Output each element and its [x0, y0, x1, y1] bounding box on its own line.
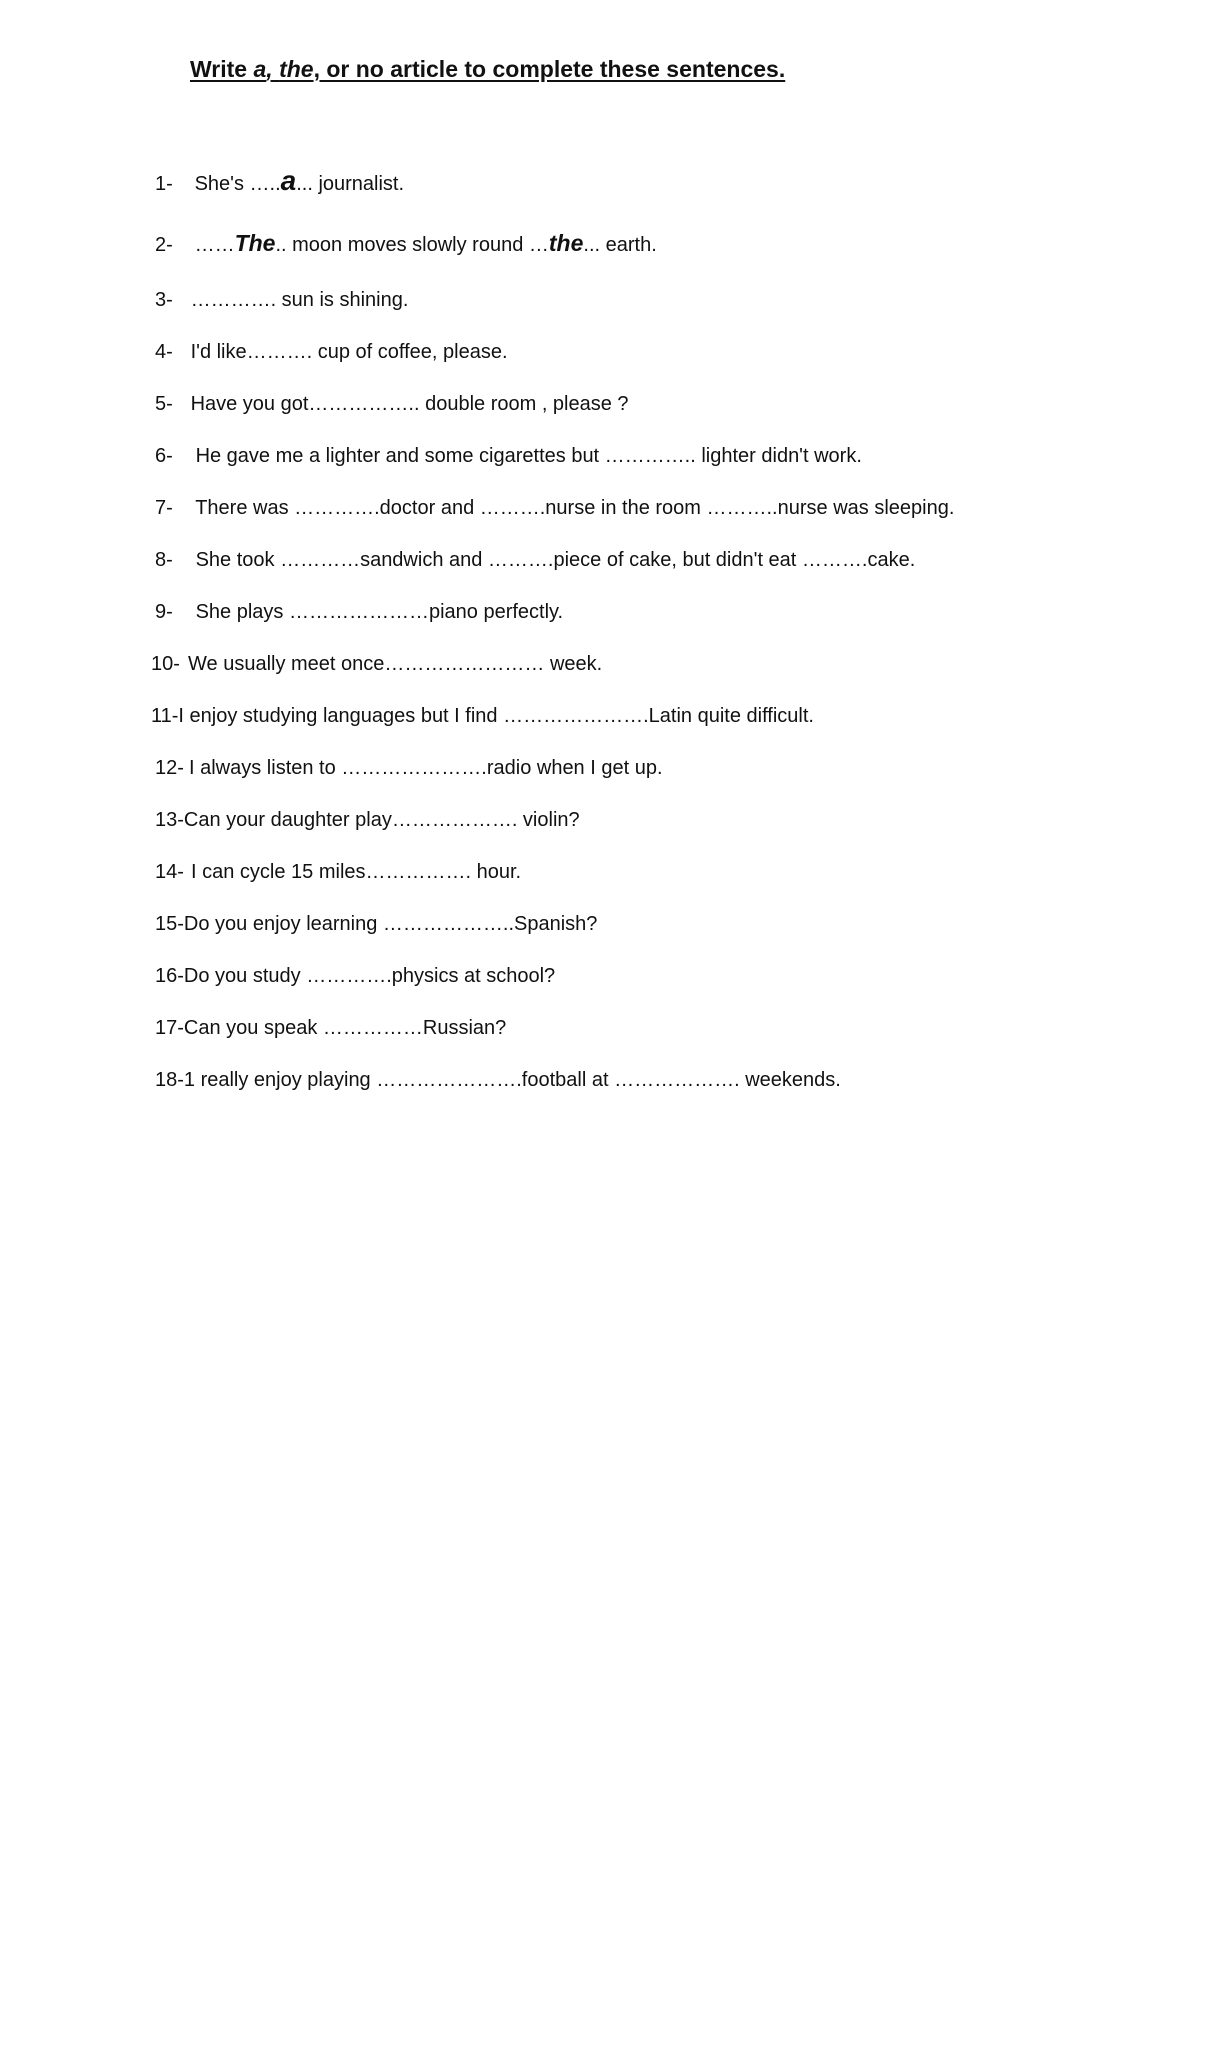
item-text: Can you speak ……………Russian? — [183, 1017, 507, 1039]
filled-answer: a — [280, 165, 297, 196]
item-text: Do you enjoy learning ………………..Spanish? — [183, 913, 598, 935]
instruction-comma: , — [266, 56, 280, 82]
item-text-after: ... journalist. — [296, 173, 405, 195]
item-number: 4- — [155, 341, 173, 363]
item-number: 17- — [155, 1017, 184, 1039]
item-text: …………. sun is shining. — [190, 289, 409, 311]
exercise-item-10 — [151, 651, 602, 677]
instruction-text-1: Write — [190, 56, 254, 82]
instruction-text-2: , or no article to complete these sentences. — [313, 56, 786, 82]
item-number: 2- — [155, 234, 173, 256]
item-text-before: She's ….. — [194, 173, 281, 195]
item-number: 8- — [155, 549, 173, 571]
item-text: She took …………sandwich and ……….piece of cake, but didn't eat ……….cake. — [195, 549, 916, 571]
item-text-before: …… — [194, 234, 235, 256]
item-text: I enjoy studying languages but I find ………………….Latin quite difficult. — [178, 705, 814, 727]
exercise-item-16 — [155, 963, 555, 989]
item-number: 5- — [155, 393, 173, 415]
item-text: She plays …………………piano perfectly. — [195, 601, 564, 623]
exercise-item-14 — [155, 859, 521, 885]
item-text: I can cycle 15 miles……………. hour. — [191, 861, 522, 883]
item-text: Have you got…………….. double room , please ? — [190, 393, 629, 415]
exercise-item-12 — [155, 755, 663, 781]
item-text: 1 really enjoy playing ………………….football at ………………. weekends. — [183, 1069, 841, 1091]
exercise-item-8 — [155, 547, 915, 573]
exercise-item-7 — [155, 495, 954, 521]
item-text: Can your daughter play………………. violin? — [183, 809, 580, 831]
item-number: 9- — [155, 601, 173, 623]
instruction-heading — [190, 56, 785, 83]
item-number: 11- — [151, 705, 179, 727]
item-text: I always listen to ………………….radio when I get up. — [189, 757, 663, 779]
exercise-item-11 — [151, 703, 814, 729]
exercise-item-17 — [155, 1015, 506, 1041]
item-number: 14- — [155, 861, 184, 883]
item-number: 3- — [155, 289, 173, 311]
item-text: He gave me a lighter and some cigarettes but ………….. lighter didn't work. — [195, 445, 862, 467]
instruction-article-the: the — [279, 56, 314, 82]
item-number: 16- — [155, 965, 184, 987]
item-number: 1- — [155, 173, 173, 195]
exercise-item-4 — [155, 339, 508, 365]
exercise-item-1 — [155, 165, 405, 197]
item-text-middle: .. moon moves slowly round … — [275, 234, 549, 256]
exercise-item-6 — [155, 443, 862, 469]
filled-answer: the — [548, 230, 584, 256]
item-text: We usually meet once…………………… week. — [188, 653, 603, 675]
item-number: 10- — [151, 653, 180, 675]
exercise-item-15 — [155, 911, 597, 937]
item-text: Do you study ………….physics at school? — [183, 965, 556, 987]
exercise-item-18 — [155, 1067, 841, 1093]
exercise-item-5 — [155, 391, 629, 417]
exercise-item-2 — [155, 230, 657, 258]
item-number: 18- — [155, 1069, 184, 1091]
item-number: 13- — [155, 809, 184, 831]
item-text: I'd like………. cup of coffee, please. — [190, 341, 508, 363]
item-number: 15- — [155, 913, 184, 935]
exercise-item-9 — [155, 599, 563, 625]
item-text-after: ... earth. — [583, 234, 657, 256]
instruction-article-a: a — [253, 56, 267, 82]
exercise-item-3 — [155, 287, 408, 313]
exercise-item-13 — [155, 807, 580, 833]
item-number: 7- — [155, 497, 173, 519]
item-number: 6- — [155, 445, 173, 467]
filled-answer: The — [234, 230, 276, 256]
item-number: 12- — [155, 757, 184, 779]
item-text: There was ………….doctor and ……….nurse in the room ………..nurse was sleeping. — [195, 497, 955, 519]
